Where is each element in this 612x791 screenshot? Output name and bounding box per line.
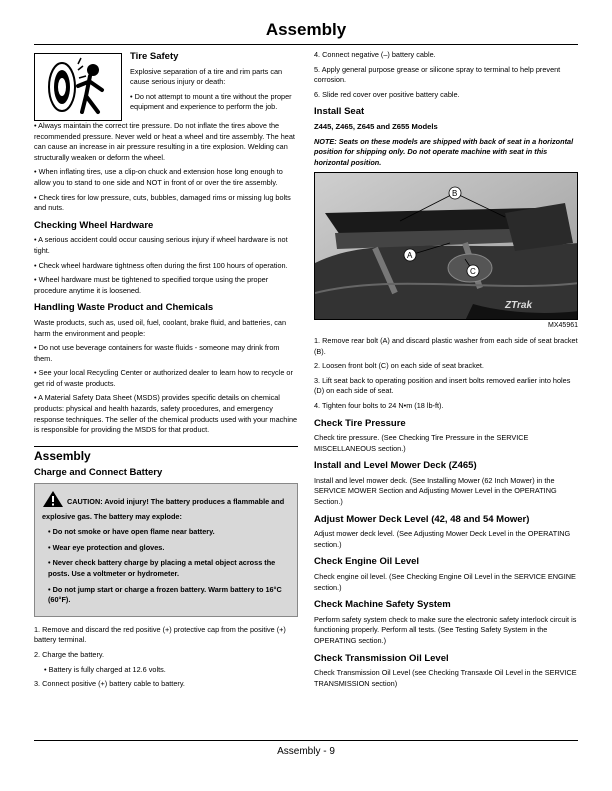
wheel-hardware-bullet: • A serious accident could occur causing serious injury if wheel hardware is not tight.: [34, 235, 288, 255]
seat-note: NOTE: Seats on these models are shipped with back of seat in a horizontal position for shipping only. Do not operate machine with seat in this horizontal position.: [314, 136, 574, 167]
tire-safety-bullet: • Do not attempt to mount a tire without the proper equipment and experience to perform the job.: [130, 91, 292, 112]
mower-deck-title: Install and Level Mower Deck (Z465): [314, 460, 477, 472]
wheel-hardware-bullet: • Wheel hardware must be tightened to specified torque using the proper procedure anytime it is loosened.: [34, 275, 269, 295]
wheel-hardware-bullet: • Check wheel hardware tightness often during the first 100 hours of operation.: [34, 260, 288, 270]
install-seat-title: Install Seat: [314, 106, 365, 118]
caution-lead: CAUTION: Avoid injury! The battery produces a flammable and explosive gas. The battery may explode:: [42, 497, 285, 521]
caution-box: [34, 483, 298, 617]
tire-pressure-title: Check Tire Pressure: [314, 417, 406, 429]
wheel-hardware-title: Checking Wheel Hardware: [34, 219, 154, 231]
tire-safety-bullet: • Always maintain the correct tire pressure. Do not inflate the tires above the recommended pressure. Never weld or heat a wheel and tire assembly. The heat can cause an increase in air pressure resulting in a tire explosion. Welding can structurally weaken or deform the wheel.: [34, 121, 295, 162]
waste-bullet: • See your local Recycling Center or authorized dealer to learn how to recycle or get rid of waste products.: [34, 368, 293, 388]
seat-step: 1. Remove rear bolt (A) and discard plastic washer from each side of seat bracket (B).: [314, 335, 578, 356]
seat-models: Z445, Z465, Z645 and Z655 Models: [314, 121, 438, 131]
caution-bullet: • Do not jump start or charge a frozen battery. Warm battery to 16°C (60°F).: [48, 584, 282, 605]
label-a: A: [407, 251, 413, 261]
assembly-heading: Assembly: [34, 448, 91, 463]
footer-rule: [34, 740, 578, 741]
seat-step: 4. Tighten four bolts to 24 N•m (18 lb-ft).: [314, 400, 444, 410]
engine-oil-text: Check engine oil level. (See Checking Engine Oil Level in the SERVICE ENGINE section.): [314, 572, 576, 592]
battery-heading: Charge and Connect Battery: [34, 467, 163, 479]
caution-bullet: • Never check battery charge by placing a metal object across the posts. Use a voltmeter or hydrometer.: [48, 558, 276, 578]
brand-text: ZTrak: [505, 300, 533, 312]
battery-step: 3. Connect positive (+) battery cable to battery.: [34, 679, 185, 689]
battery-substep: • Battery is fully charged at 12.6 volts.: [44, 664, 166, 674]
caution-bullet: • Wear eye protection and gloves.: [48, 542, 165, 552]
seat-step: 3. Lift seat back to operating position and insert bolts removed earlier into holes (D) on each side of seat.: [314, 375, 571, 396]
page-title: Assembly: [265, 20, 347, 39]
label-c: C: [470, 267, 476, 277]
battery-step: 1. Remove and discard the red positive (+) protective cap from the positive (+) battery terminal.: [34, 624, 286, 645]
tire-safety-title: Tire Safety: [130, 51, 179, 62]
waste-bullet: • Do not use beverage containers for waste fluids - someone may drink from them.: [34, 343, 280, 363]
mower-deck-text: Install and level mower deck. (See Installing Mower (62 Inch Mower) in the SERVICE MOWER Section and Adjusting Mower Level in the OPERATING Section.): [314, 475, 557, 507]
battery-step: 2. Charge the battery.: [34, 649, 105, 659]
warning-triangle-icon: [42, 490, 64, 512]
seat-step: 2. Loosen front bolt (C) on each side of seat bracket.: [314, 361, 484, 371]
tire-explosion-icon: [34, 53, 122, 121]
safety-system-title: Check Machine Safety System: [314, 599, 451, 611]
waste-bullet: • A Material Safety Data Sheet (MSDS) provides specific details on chemical products: physical and health hazards, safety procedures, and emergency response techniques. The seller of the chemical products used with your machine is responsible for providing the MSDS for that product.: [34, 393, 298, 435]
photo-code: MX45961: [548, 322, 578, 330]
page-number: Assembly - 9: [277, 746, 335, 757]
battery-step: 6. Slide red cover over positive battery cable.: [314, 89, 460, 99]
left-column: [34, 50, 298, 694]
battery-step: 4. Connect negative (–) battery cable.: [314, 50, 436, 59]
transmission-title: Check Transmission Oil Level: [314, 652, 449, 664]
caution-bullet: • Do not smoke or have open flame near battery.: [48, 527, 215, 537]
adjust-deck-title: Adjust Mower Deck Level (42, 48 and 54 Mower): [314, 513, 530, 525]
waste-title: Handling Waste Product and Chemicals: [34, 302, 214, 314]
tire-safety-bullet: • Check tires for low pressure, cuts, bubbles, damaged rims or missing lug bolts and nuts.: [34, 192, 291, 213]
label-b: B: [452, 189, 458, 199]
waste-intro: Waste products, such as, used oil, fuel, coolant, brake fluid, and batteries, can harm the environment and people:: [34, 317, 287, 338]
battery-step: 5. Apply general purpose grease or silicone spray to terminal to help prevent corrosion.: [314, 64, 561, 85]
right-column: [314, 50, 578, 693]
adjust-deck-text: Adjust mower deck level. (See Adjusting Mower Deck Level in the OPERATING section.): [314, 529, 571, 549]
tire-safety-bullet: • When inflating tires, use a clip-on chuck and extension hose long enough to allow you to stand to one side and NOT in front of or over the tire assembly.: [34, 167, 283, 187]
safety-system-text: Perform safety system check to make sure the electronic safety interlock circuit is functioning properly. Perform all tests. (See Testing Safety System in the OPERATING section.): [314, 614, 577, 645]
seat-photo: [314, 172, 578, 320]
section-divider: [34, 446, 298, 447]
transmission-text: Check Transmission Oil Level (see Checking Transaxle Oil Level in the SERVICE TRANSMISSION section): [314, 668, 577, 688]
tire-safety-intro: Explosive separation of a tire and rim parts can cause serious injury or death:: [130, 66, 283, 87]
engine-oil-title: Check Engine Oil Level: [314, 556, 420, 568]
tire-pressure-text: Check tire pressure. (See Checking Tire Pressure in the SERVICE MISCELLANEOUS section.): [314, 433, 529, 453]
tire-safety-block: [34, 50, 298, 121]
header-rule: [34, 44, 578, 45]
